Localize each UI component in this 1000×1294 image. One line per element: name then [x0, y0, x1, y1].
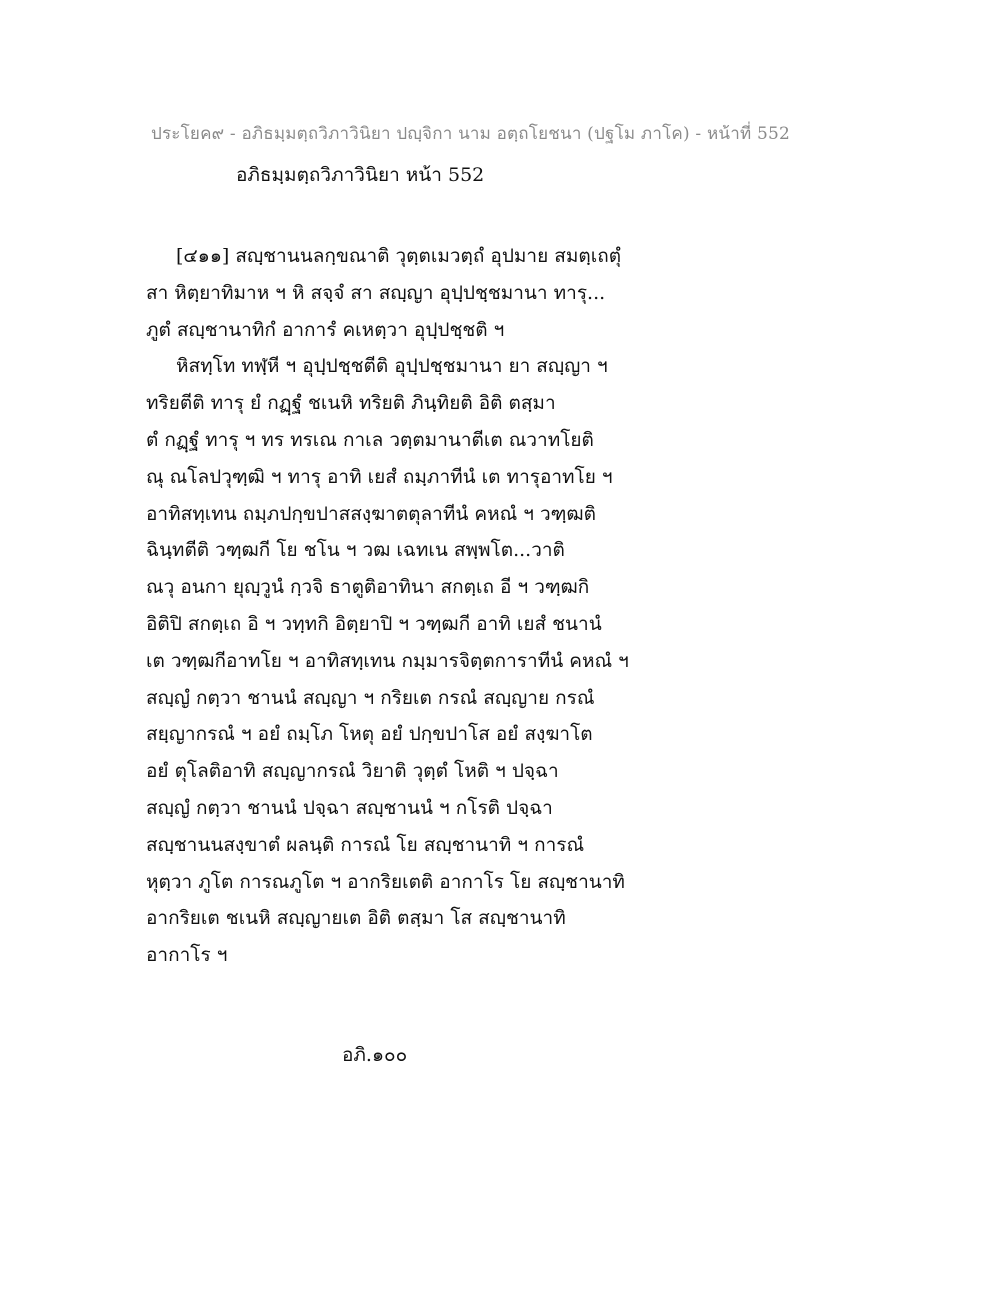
paragraph-line: หิสทฺโท ทฬฺหี ฯ อุปฺปชฺชตีติ อุปฺปชฺชมานา ยา สญฺญา ฯ: [176, 355, 608, 378]
paragraph-line: ภูตํ สญฺชานาทิกํ อาการํ คเหตฺวา อุปฺปชฺชติ ฯ: [146, 318, 505, 341]
running-header: ประโยค๙ - อภิธมฺมตฺถวิภาวินิยา ปญฺจิกา นาม อตฺถโยชนา (ปฐโม ภาโค) - หน้าที่ 552: [150, 124, 790, 144]
paragraph-line: อิติปิ สกตฺเถ อิ ฯ วทฺทกิ อิตฺยาปิ ฯ วฑฺฒกี อาทิ เยสํ ชนานํ: [146, 612, 602, 635]
paragraph-line: อากริยเต ชเนหิ สญฺญายเต อิติ ตสฺมา โส สญฺชานาทิ: [146, 907, 566, 930]
paragraph-line: ณุ ณโลปวุฑฺฒิ ฯ ทารุ อาทิ เยสํ ถมฺภาทีนํ เต ทารุอาทโย ฯ: [146, 465, 613, 488]
paragraph-line: สยฺญากรณํ ฯ อยํ ถมฺโภ โหตุ อยํ ปกฺขปาโส อยํ สงฺฆาโต: [146, 723, 593, 746]
paragraph-line: ณวุ อนกา ยุญฺวูนํ กฺวจิ ธาตูติอาทินา สกตฺเถ อี ฯ วฑฺฒกิ: [146, 576, 590, 599]
paragraph-line: อาทิสทฺเทน ถมฺภปกฺขปาสสงฺฆาตตุลาทีนํ คหณํ ฯ วฑฺฒติ: [146, 502, 596, 525]
paragraph-line: สญฺญํ กตฺวา ชานนํ สญฺญา ฯ กริยเต กรณํ สญฺญาย กรณํ: [146, 686, 595, 709]
paragraph-line: เต วฑฺฒกีอาทโย ฯ อาทิสทฺเทน กมฺมารจิตฺตการาทีนํ คหณํ ฯ: [146, 649, 629, 672]
paragraph-line: [๔๑๑] สญฺชานนลกฺขณาติ วุตฺตเมวตฺถํ อุปมาย สมตฺเถตุํ: [176, 245, 622, 267]
paragraph-line: ทริยตีติ ทารุ ยํ กฏฺฐํ ชเนหิ ทริยติ ภินฺทิยติ อิติ ตสฺมา: [146, 392, 556, 415]
paragraph-line: สา หิตฺยาทิมาห ฯ หิ สจฺจํ สา สญฺญา อุปฺปชฺชมานา ทารุ...: [146, 281, 606, 304]
book-title: อภิธมฺมตฺถวิภาวินิยา หน้า 552: [236, 164, 485, 186]
paragraph-line: หุตฺวา ภูโต การณภูโต ฯ อากริยเตติ อากาโร โย สญฺชานาทิ: [146, 870, 625, 893]
paragraph-line: สญฺญํ กตฺวา ชานนํ ปจฺฉา สญฺชานนํ ฯ กโรติ ปจฺฉา: [146, 796, 553, 819]
paragraph-line: ฉินฺทตีติ วฑฺฒกี โย ชโน ฯ วฒ เฉทเน สพฺพโต...วาติ: [146, 539, 565, 562]
body-text: [146, 238, 666, 974]
page-footer-marker: อภิ.๑๐๐: [342, 1044, 408, 1066]
paragraph-line: ตํ กฏฺฐํ ทารุ ฯ ทร ทรเณ กาเล วตฺตมานาตีเต ณวาทโยติ: [146, 428, 594, 451]
paragraph-line: อยํ ตุโลติอาทิ สญฺญากรณํ วิยาติ วุตฺตํ โหติ ฯ ปจฺฉา: [146, 760, 559, 783]
paragraph-line: สญฺชานนสงฺขาตํ ผลนฺติ การณํ โย สญฺชานาทิ ฯ การณํ: [146, 833, 585, 856]
paragraph-line: อากาโร ฯ: [146, 944, 228, 967]
